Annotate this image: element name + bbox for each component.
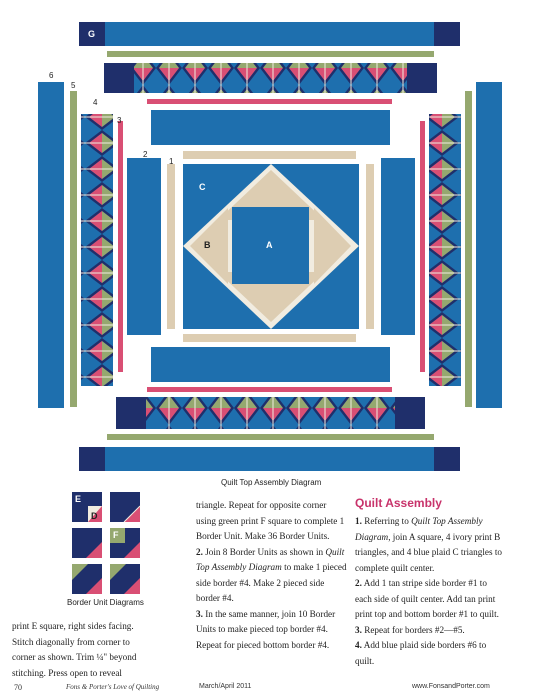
left-line-3: corner as shown. Trim ¼" beyond bbox=[12, 652, 137, 662]
page-number: 70 bbox=[14, 683, 22, 692]
border-5-left bbox=[70, 91, 77, 407]
left-line-4: stitching. Press open to reveal bbox=[12, 667, 122, 678]
border-4-top-pieced bbox=[104, 63, 437, 93]
border-number-3: 3 bbox=[117, 116, 122, 125]
border-6-left bbox=[38, 82, 64, 408]
border-3-top bbox=[147, 99, 392, 104]
border-number-4: 4 bbox=[93, 98, 98, 107]
border-1-bottom bbox=[183, 334, 356, 342]
border-number-1: 1 bbox=[169, 157, 174, 166]
border-unit-caption: Border Unit Diagrams bbox=[67, 598, 144, 607]
left-line-2: Stitch diagonally from corner to bbox=[12, 636, 130, 647]
border-1-right bbox=[366, 164, 374, 329]
border-5-bottom bbox=[107, 434, 434, 440]
diagram-caption: Quilt Top Assembly Diagram bbox=[221, 478, 322, 487]
border-4-left-pieced bbox=[81, 114, 113, 386]
assembly-step-4-text: Add blue plaid side borders #6 to quilt. bbox=[355, 640, 487, 666]
border-5-top bbox=[107, 51, 434, 57]
step-2-number: 2. bbox=[196, 546, 203, 557]
step-2-text-a: Join 8 Border Units as shown in bbox=[205, 546, 324, 557]
border-number-2: 2 bbox=[143, 150, 148, 159]
unit-label-e: E bbox=[75, 494, 82, 504]
assembly-step-4-number: 4. bbox=[355, 640, 362, 650]
middle-paragraph-1: triangle. Repeat for opposite corner using green print F square to complete 1 Border Unit. Make 36 Border Units. bbox=[196, 500, 345, 541]
publication-name: Fons & Porter's Love of Quilting bbox=[66, 683, 160, 691]
assembly-step-4 bbox=[355, 638, 505, 669]
step-3-number: 3. bbox=[196, 608, 203, 619]
assembly-step-3 bbox=[355, 623, 505, 639]
assembly-step-2-number: 2. bbox=[355, 578, 362, 588]
border-2-top bbox=[151, 110, 390, 145]
middle-step-2 bbox=[196, 545, 348, 607]
assembly-step-2-text: Add 1 tan stripe side border #1 to each side of quilt center. Add tan print print top and bottom border #1 to quilt. bbox=[355, 578, 499, 619]
step-2-text-b: to make 1 pieced side border #4. Make 2 pieced side border #4. bbox=[196, 562, 347, 603]
corner-square-4-bottom-right bbox=[395, 397, 425, 429]
unit-label-f: F bbox=[113, 530, 119, 540]
assembly-step-3-number: 3. bbox=[355, 624, 362, 635]
border-2-right bbox=[381, 158, 415, 335]
assembly-step-1-emphasis: Quilt Top Assembly Diagram bbox=[355, 516, 483, 542]
corner-square-4-bottom-left bbox=[116, 397, 146, 429]
corner-square-4-top-right bbox=[407, 63, 437, 93]
corner-square-bottom-left bbox=[79, 447, 105, 471]
border-6-bottom bbox=[79, 447, 460, 471]
border-2-left bbox=[127, 158, 161, 335]
border-5-right bbox=[465, 91, 472, 407]
step-2-emphasis: Quilt Top Assembly Diagram bbox=[196, 546, 345, 572]
assembly-step-1 bbox=[355, 514, 505, 576]
step-3-text: In the same manner, join 10 Border Units to make pieced top border #4. Repeat for pieced bottom border #4. bbox=[196, 608, 336, 650]
middle-step-3 bbox=[196, 607, 348, 654]
border-4-right-pieced bbox=[429, 114, 461, 386]
label-g: G bbox=[88, 29, 96, 39]
label-b: B bbox=[204, 240, 211, 250]
issue-date: March/April 2011 bbox=[199, 683, 252, 690]
corner-square-top-right bbox=[434, 22, 460, 46]
border-2-bottom bbox=[151, 347, 390, 382]
border-1-top bbox=[183, 151, 356, 159]
border-4-bottom-pieced bbox=[116, 397, 425, 429]
assembly-step-1-text-b: , join A square, 4 ivory print B triangles, and 4 blue plaid C triangles to complete quilt center. bbox=[355, 531, 502, 573]
border-number-6: 6 bbox=[49, 71, 54, 80]
border-6-top bbox=[79, 22, 460, 46]
border-1-left bbox=[167, 164, 175, 329]
left-line-1: print E square, right sides facing. bbox=[12, 621, 134, 631]
label-c: C bbox=[199, 182, 206, 192]
assembly-step-3-text: Repeat for borders #2—#5. bbox=[364, 624, 465, 635]
corner-square-4-top-left bbox=[104, 63, 134, 93]
right-column bbox=[355, 514, 505, 669]
middle-column bbox=[196, 498, 348, 653]
border-6-right bbox=[476, 82, 502, 408]
assembly-step-1-number: 1. bbox=[355, 516, 362, 526]
border-3-left bbox=[118, 121, 123, 372]
assembly-step-2 bbox=[355, 576, 505, 623]
label-a: A bbox=[266, 240, 273, 250]
section-heading: Quilt Assembly bbox=[355, 496, 442, 510]
left-column bbox=[12, 619, 182, 681]
website-link[interactable]: www.FonsandPorter.com bbox=[412, 683, 490, 690]
unit-label-d: D bbox=[91, 511, 98, 521]
border-number-5: 5 bbox=[71, 81, 76, 90]
border-unit-diagrams bbox=[72, 492, 140, 594]
border-3-right bbox=[420, 121, 425, 372]
corner-square-bottom-right bbox=[434, 447, 460, 471]
border-3-bottom bbox=[147, 387, 392, 392]
assembly-step-1-text-a: Referring to bbox=[364, 516, 409, 526]
